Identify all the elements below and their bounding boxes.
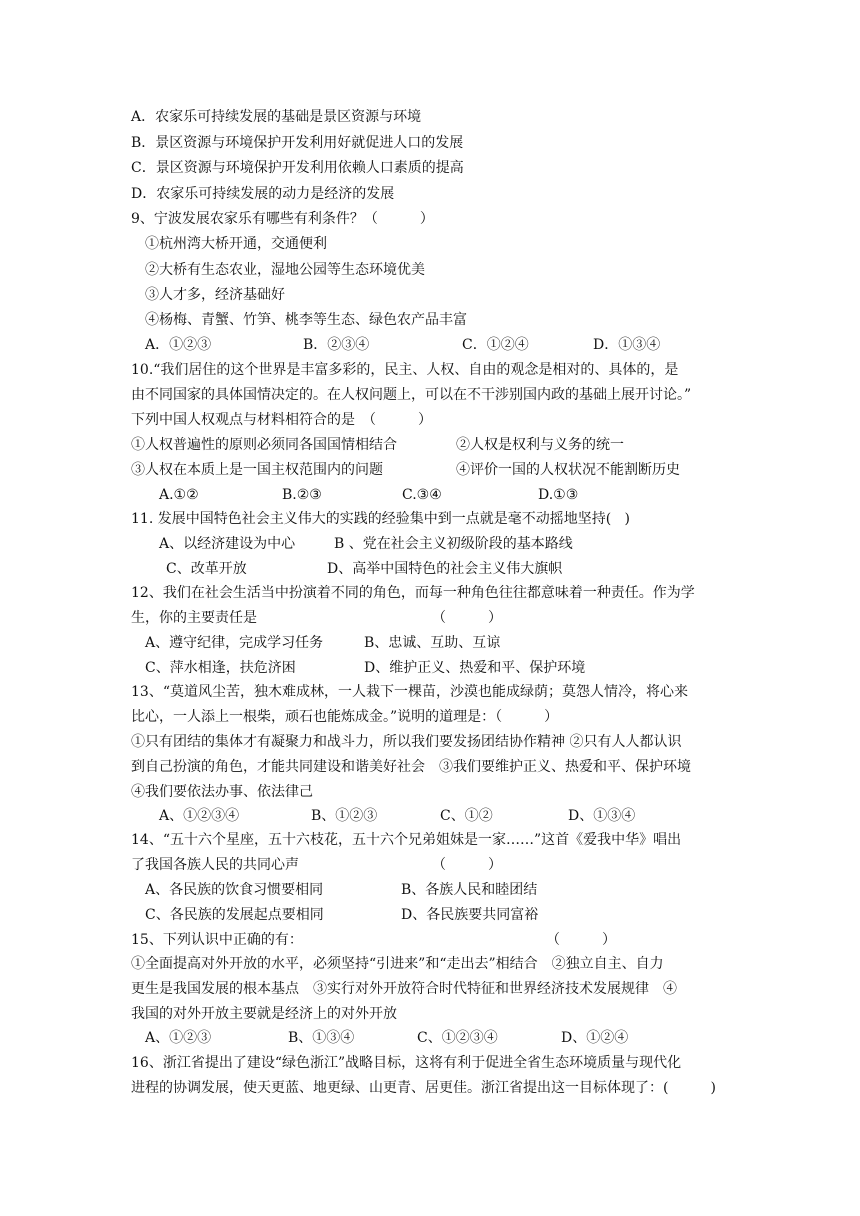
q9-statement-2: ②大桥有生态农业，湿地公园等生态环境优美 [145,262,425,278]
q15-choice-b: B、①③④ [288,1030,355,1046]
q15-choice-d: D、①②④ [561,1030,629,1046]
q10-choice-c: C.③④ [402,487,442,503]
q13-statement-line-3: ④我们要依法办事、依法律己 [131,784,313,800]
q8-option-c: C．景区资源与环境保护开发利用依赖人口素质的提高 [131,160,464,176]
q12-stem-line-2: 生，你的主要责任是 （ ） [131,610,502,626]
q14-stem-line-1: 14、“五十六个星座，五十六枝花，五十六个兄弟姐妹是一家……”这首《爱我中华》唱出 [131,832,682,848]
q16-stem-line-1: 16、浙江省提出了建设“绿色浙江”战略目标，这将有利于促进全省生态环境质量与现代化 [131,1055,682,1071]
q11-choice-a: A、以经济建设为中心 [159,536,296,552]
q13-statement-line-1: ①只有团结的集体才有凝聚力和战斗力，所以我们要发扬团结协作精神 ②只有人人都认识 [131,734,682,750]
q13-choice-b: B、①②③ [311,808,378,824]
q9-statement-1: ①杭州湾大桥开通，交通便利 [145,236,327,252]
q9-statement-3: ③人才多，经济基础好 [145,287,285,303]
q15-statement-line-2: 更生是我国发展的根本基点 ③实行对外开放符合时代特征和世界经济技术发展规律 ④ [131,981,677,997]
q10-statement-2: ②人权是权利与义务的统一 [456,437,624,453]
q10-statement-4: ④评价一国的人权状况不能割断历史 [456,462,680,478]
q14-choice-c: C、各民族的发展起点要相同 [145,907,324,923]
q15-answer-paren: （ ） [546,932,616,948]
q14-choice-a: A、各民族的饮食习惯要相同 [145,882,324,898]
q12-stem-line-1: 12、我们在社会生活当中扮演着不同的角色，而每一种角色往往都意味着一种责任。作为学 [131,585,695,601]
q10-statement-1: ①人权普遍性的原则必须同各国国情相结合 [131,437,397,453]
q14-choice-d: D、各民族要共同富裕 [401,907,539,923]
q12-choice-b: B、忠诚、互助、互谅 [364,635,501,651]
q9-statement-4: ④杨梅、青蟹、竹笋、桃李等生态、绿色农产品丰富 [145,312,467,328]
q14-choice-b: B、各族人民和睦团结 [401,882,538,898]
q8-option-d: D．农家乐可持续发展的动力是经济的发展 [131,186,395,202]
q10-choice-d: D.①③ [538,487,579,503]
q10-stem-line-1: 10.“我们居住的这个世界是丰富多彩的，民主、人权、自由的观念是相对的、具体的，是 [131,362,679,378]
q10-statement-3: ③人权在本质上是一国主权范围内的问题 [131,462,383,478]
q10-choice-b: B.②③ [282,487,322,503]
q10-stem-line-3: 下列中国人权观点与材料相符合的是 （ ） [131,412,432,428]
q9-stem: 9、宁波发展农家乐有哪些有利条件？（ ） [131,211,434,227]
q13-choice-a: A、①②③④ [159,808,240,824]
q13-stem-line-2: 比心，一人添上一根柴，顽石也能炼成金。”说明的道理是：（ ） [131,709,559,725]
q15-statement-line-3: 我国的对外开放主要就是经济上的对外开放 [131,1006,397,1022]
q9-choice-a: A．①②③ [145,337,212,353]
q12-choice-c: C、萍水相逢，扶危济困 [145,660,296,676]
q9-choice-c: C．①②④ [462,337,529,353]
q13-stem-line-1: 13、“莫道风尘苦，独木难成林，一人栽下一棵苗，沙漠也能成绿荫；莫怨人情冷，将心来 [131,684,688,700]
q13-choice-d: D、①③④ [568,808,636,824]
q15-choice-a: A、①②③ [145,1030,212,1046]
q15-stem: 15、下列认识中正确的有： [131,932,303,948]
q12-choice-a: A、遵守纪律，完成学习任务 [145,635,324,651]
q11-choice-d: D、高举中国特色的社会主义伟大旗帜 [327,561,563,577]
q11-choice-b: B 、党在社会主义初级阶段的基本路线 [334,536,573,552]
q12-choice-d: D、维护正义、热爱和平、保护环境 [364,660,586,676]
q9-choice-b: B．②③④ [303,337,370,353]
q16-stem-line-2: 进程的协调发展，使天更蓝、地更绿、山更青、居更佳。浙江省提出这一目标体现了：( ) [131,1080,716,1096]
q11-choice-c: C、改革开放 [166,561,247,577]
q15-statement-line-1: ①全面提高对外开放的水平，必须坚持“引进来”和“走出去”相结合 ②独立自主、自力 [131,956,664,972]
q9-choice-d: D．①③④ [593,337,661,353]
q10-choice-a: A.①② [159,487,199,503]
q8-option-a: A．农家乐可持续发展的基础是景区资源与环境 [131,109,422,125]
q14-stem-line-2: 了我国各族人民的共同心声 （ ） [131,857,502,873]
q13-choice-c: C、①② [440,808,493,824]
q10-stem-line-2: 由不同国家的具体国情决定的。在人权问题上，可以在不干涉别国内政的基础上展开讨论。” [131,387,692,403]
q8-option-b: B．景区资源与环境保护开发利用好就促进人口的发展 [131,135,464,151]
q11-stem: 11. 发展中国特色社会主义伟大的实践的经验集中到一点就是毫不动摇地坚持( ) [131,511,630,527]
q15-choice-c: C、①②③④ [417,1030,498,1046]
q13-statement-line-2: 到自己扮演的角色，才能共同建设和谐美好社会 ③我们要维护正义、热爱和平、保护环境 [131,759,691,775]
